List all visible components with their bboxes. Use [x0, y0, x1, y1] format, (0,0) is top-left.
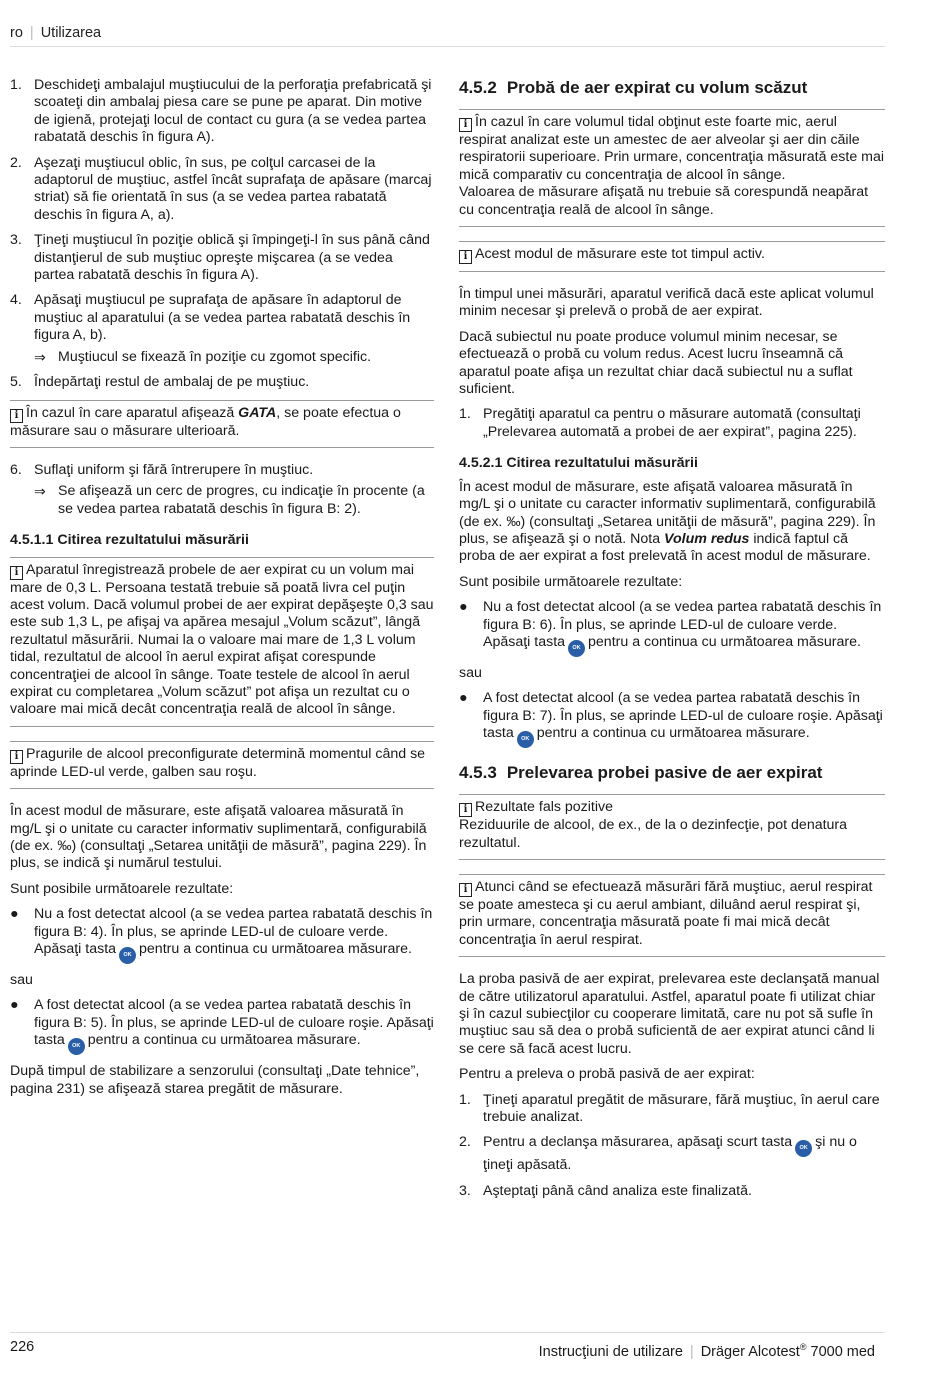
list-item: ● Nu a fost detectat alcool (a se vedea partea rabatată deschis în figura B: 6). În plus, se aprinde LED-ul de culoare verde. Apăsaţi tasta OK pentru a continua cu următoarea măsurare. — [459, 599, 885, 657]
page-number: 226 — [10, 1339, 35, 1355]
display-volum-redus: Volum redus — [664, 530, 750, 547]
footer-doc-title: Instrucţiuni de utilizare — [538, 1344, 683, 1360]
step-item: 2. Aşezaţi muştiucul oblic, în sus, pe colţul carcasei de la adaptorul de muştiuc, astfel încât suprafaţa de apăsare (marcaj striat) să fie orientată în sus (a se vedea partea rabatată deschis în figura A, a). — [10, 154, 432, 223]
step-text: Deschideţi ambalajul muştiucului de la perforaţia prefabricată şi scoateţi din ambalaj piesa care se pune pe aparat. Din motive de igienă, protejaţi locul de contact cu gura (a se vedea partea rabatată deschis în figura A). — [34, 77, 432, 146]
note-gata: i În cazul în care aparatul afişează GATA, se poate efectua o măsurare sau o măsurare ulterioară. — [10, 400, 434, 448]
result-arrow-icon: ⇒ — [34, 348, 46, 365]
list-item: ● A fost detectat alcool (a se vedea partea rabatată deschis în figura B: 7). În plus, se aprinde LED-ul de culoare roşie. Apăsaţi tasta OK pentru a continua cu următoarea măsurare. — [459, 690, 885, 748]
paragraph-daca: Dacă subiectul nu poate produce volumul minim necesar, se efectuează o probă cu volum redus. Acest lucru înseamnă că aparatul poate afişa un rezultat chiar dacă subiectul nu a suflat suficient. — [459, 328, 853, 398]
ok-key-icon: OK — [568, 640, 585, 657]
paragraph-preleva: Pentru a preleva o probă pasivă de aer expirat: — [459, 1066, 755, 1083]
steps-list-a — [10, 77, 434, 392]
steps-list-b — [10, 462, 434, 518]
steps-list-d — [459, 1092, 885, 1201]
display-gata: GATA — [238, 404, 277, 421]
or-text: sau — [10, 972, 33, 989]
step-item: 6. Suflaţi uniform şi fără întrerupere în muştiuc. ⇒ Se afişează un cerc de progres, cu indicaţie în procente (a se vedea partea rabatată deschis în figura B: 2). — [10, 462, 434, 518]
step-result: ⇒ Se afişează un cerc de progres, cu indicaţie în procente (a se vedea partea rabatată deschis în figura B: 2). — [34, 483, 425, 517]
step-item: 3. Ţineţi muştiucul în poziţie oblică şi împingeţi-l în sus până când distanţierul de sub muştiuc opreşte mişcarea (a se vedea partea rabatată deschis în figura A). — [10, 232, 430, 284]
ok-key-icon: OK — [795, 1140, 812, 1157]
info-icon: i — [459, 883, 472, 897]
or-text: sau — [459, 664, 482, 681]
results-list-a — [10, 906, 434, 964]
step-text: Îndepărtaţi restul de ambalaj de pe muştiuc. — [34, 374, 310, 391]
list-item: ● Nu a fost detectat alcool (a se vedea partea rabatată deschis în figura B: 4). În plus, se aprinde LED-ul de culoare verde. Apăsaţi tasta OK pentru a continua cu următoarea măsurare. — [10, 906, 434, 964]
ok-key-icon: OK — [119, 947, 136, 964]
bullet-icon: ● — [459, 599, 468, 616]
paragraph-dupa: După timpul de stabilizare a senzorului (consultaţi „Date tehnice”, pagina 231) se afişează starea pregătit de măsurare. — [10, 1063, 420, 1097]
list-item: ● A fost detectat alcool (a se vedea partea rabatată deschis în figura B: 5). În plus, se aprinde LED-ul de culoare roşie. Apăsaţi tasta OK pentru a continua cu următoarea măsurare. — [10, 997, 434, 1055]
step-text: Suflaţi uniform şi fără întrerupere în muştiuc. — [34, 461, 314, 478]
note-volum: i Aparatul înregistrează probele de aer expirat cu un volum mai mare de 0,3 L. Persoana testată trebuie să poată livra cel puţin acest volum. Dacă volumul probei de aer expirat depăşeşte 0,3 sau este sub 1,3 L, pe afişaj va apărea mesajul „Volum scăzut”, lângă rezultatul măsurării. Numai la o valoare mai mare de 1,3 L volum tidal, rezultatul de alcool în aerul expirat afişat corespunde concentraţiei de alcool în sânge. Toate testele de alcool în aerul expirat cu completarea „Volum scăzut” pot afişa un rezultat cu o valoare mai mică decât concentraţia reală de alcool în sânge. — [10, 557, 434, 727]
header-divider — [10, 46, 885, 47]
result-arrow-icon: ⇒ — [34, 483, 46, 500]
paragraph-posibile: Sunt posibile următoarele rezultate: — [459, 573, 683, 590]
note-fals-pozitive: i Rezultate fals pozitive Reziduurile de alcool, de ex., de la o dezinfecţie, pot denatura rezultatul. — [459, 794, 885, 860]
step-result: ⇒ Muştiucul se fixează în poziţie cu zgomot specific. — [34, 348, 372, 365]
results-list-d — [459, 690, 885, 748]
note-activ: i Acest modul de măsurare este tot timpul activ. — [459, 241, 885, 272]
header-section: Utilizarea — [40, 25, 102, 41]
page-header: ro | Utilizarea — [10, 25, 102, 41]
info-icon: i — [459, 803, 472, 817]
heading-4-5-2-1: 4.5.2.1 Citirea rezultatului măsurării — [459, 455, 698, 472]
step-item: 1. Pregătiţi aparatul ca pentru o măsurare automată (consultaţi „Prelevarea automată a probei de aer expirat”, pagina 225). — [459, 406, 861, 440]
info-icon: i — [10, 409, 23, 423]
heading-4-5-3: 4.5.3 Prelevarea probei pasive de aer expirat — [459, 763, 823, 783]
left-column — [10, 77, 434, 1106]
step-text: Ţineţi muştiucul în poziţie oblică şi împingeţi-l în sus până când distanţierul de sub muştiuc opreşte mişcarea (a se vedea partea rabatată deschis în figura A). — [34, 232, 430, 284]
step-item: 4. Apăsaţi muştiucul pe suprafaţa de apăsare în adaptorul de muştiuc al aparatului (a se vedea partea rabatată deschis în figura A, b). ⇒ Muştiucul se fixează în poziţie cu zgomot specific. — [10, 292, 434, 366]
info-icon: i — [459, 118, 472, 132]
step-item: 3. Aşteptaţi până când analiza este finalizată. — [459, 1182, 752, 1199]
footer-doc-info: Instrucţiuni de utilizare | Dräger Alcotest® 7000 med — [538, 1342, 875, 1360]
paragraph-mod-redus: În acest modul de măsurare, este afişată valoarea măsurată în mg/L şi o unitate cu caracter informativ suplimentară, configurabilă (de ex. ‰) (consultaţi „Setarea unităţii de măsură”, pagina 229). În plus, se afişează şi o notă. Nota Volum redus indică faptul că proba de aer expirat a fost prelevată în acest modul de măsurare. — [459, 478, 876, 565]
bullet-icon: ● — [10, 906, 19, 923]
note-fara-mustiuc: i Atunci când se efectuează măsurări fără muştiuc, aerul respirat se poate amesteca şi cu aerul ambiant, diluând aerul respirat şi, prin urmare, concentraţia măsurată poate fi mai mică decât concentraţia în aerul respirat. — [459, 874, 885, 957]
steps-list-c — [459, 406, 885, 441]
registered-mark: ® — [799, 1342, 807, 1352]
step-item: 1. Ţineţi aparatul pregătit de măsurare, fără muştiuc, în aerul care trebuie analizat. — [459, 1091, 880, 1126]
ok-key-icon: OK — [517, 731, 534, 748]
step-text: Apăsaţi muştiucul pe suprafaţa de apăsare în adaptorul de muştiuc al aparatului (a se vedea partea rabatată deschis în figura A, b). — [34, 292, 411, 344]
paragraph-mod: În acest modul de măsurare, este afişată valoarea măsurată în mg/L şi o unitate cu caracter informativ suplimentară, configurabilă (de ex. ‰) (consultaţi „Setarea unităţii de măsură”, pagina 229). În plus, se indică şi numărul testului. — [10, 803, 427, 872]
step-text: Aşezaţi muştiucul oblic, în sus, pe colţul carcasei de la adaptorul de muştiuc, astfel încât suprafaţa de apăsare (marcaj striat) să fie orientată în sus (a se vedea partea rabatată deschis în figura A, a). — [34, 154, 432, 223]
right-column — [459, 77, 885, 1208]
paragraph-timpul: În timpul unei măsurări, aparatul verifică dacă este aplicat volumul minim necesar şi prelevă o probă de aer expirat. — [459, 286, 874, 320]
footer-brand: Dräger Alcotest — [700, 1344, 800, 1360]
header-lang: ro — [10, 25, 23, 41]
footer-divider — [10, 1332, 885, 1333]
heading-4-5-1-1: 4.5.1.1 Citirea rezultatului măsurării — [10, 532, 249, 549]
bullet-icon: ● — [10, 997, 19, 1014]
info-icon: i — [10, 566, 23, 580]
results-list-c — [459, 599, 885, 657]
results-list-b — [10, 997, 434, 1055]
paragraph-posibile: Sunt posibile următoarele rezultate: — [10, 880, 234, 897]
heading-4-5-2: 4.5.2 Probă de aer expirat cu volum scăzut — [459, 78, 808, 97]
step-item: 2. Pentru a declanşa măsurarea, apăsaţi scurt tasta OK şi nu o ţineţi apăsată. — [459, 1134, 857, 1174]
info-icon: i — [459, 250, 472, 264]
note-tidal: i În cazul în care volumul tidal obţinut este foarte mic, aerul respirat analizat este un amestec de aer alveolar şi aer din căile respiratorii superioare. Prin urmare, concentraţia măsurată este mai mică comparativ cu concentraţia de alcool în sânge. Valoarea de măsurare afişată nu trebuie să corespundă neapărat cu concentraţia reală de alcool în sânge. — [459, 109, 885, 227]
footer-model: 7000 med — [810, 1344, 875, 1360]
note-praguri: i Pragurile de alcool preconfigurate determină momentul când se aprinde LED-ul verde, galben sau roşu. — [10, 741, 434, 789]
info-icon: i — [10, 750, 23, 764]
step-item: 5. Îndepărtaţi restul de ambalaj de pe muştiuc. — [10, 374, 310, 391]
paragraph-pasiva: La proba pasivă de aer expirat, prelevarea este declanşată manual de către utilizatorul aparatului. Astfel, aparatul poate fi utilizat chiar şi în cazul subiecţilor cu cooperare limitată, care nu pot să sufle în muştiuc sau să dea o probă suficientă de aer expirat atunci când li se cere să facă acest lucru. — [459, 971, 880, 1057]
step-text: Pregătiţi aparatul ca pentru o măsurare automată (consultaţi „Prelevarea automată a probei de aer expirat”, pagina 225). — [483, 406, 861, 440]
ok-key-icon: OK — [68, 1038, 85, 1055]
bullet-icon: ● — [459, 690, 468, 707]
step-item: 1. Deschideţi ambalajul muştiucului de la perforaţia prefabricată şi scoateţi din ambalaj piesa care se pune pe aparat. Din motive de igienă, protejaţi locul de contact cu gura (a se vedea partea rabatată deschis în figura A). — [10, 77, 432, 146]
